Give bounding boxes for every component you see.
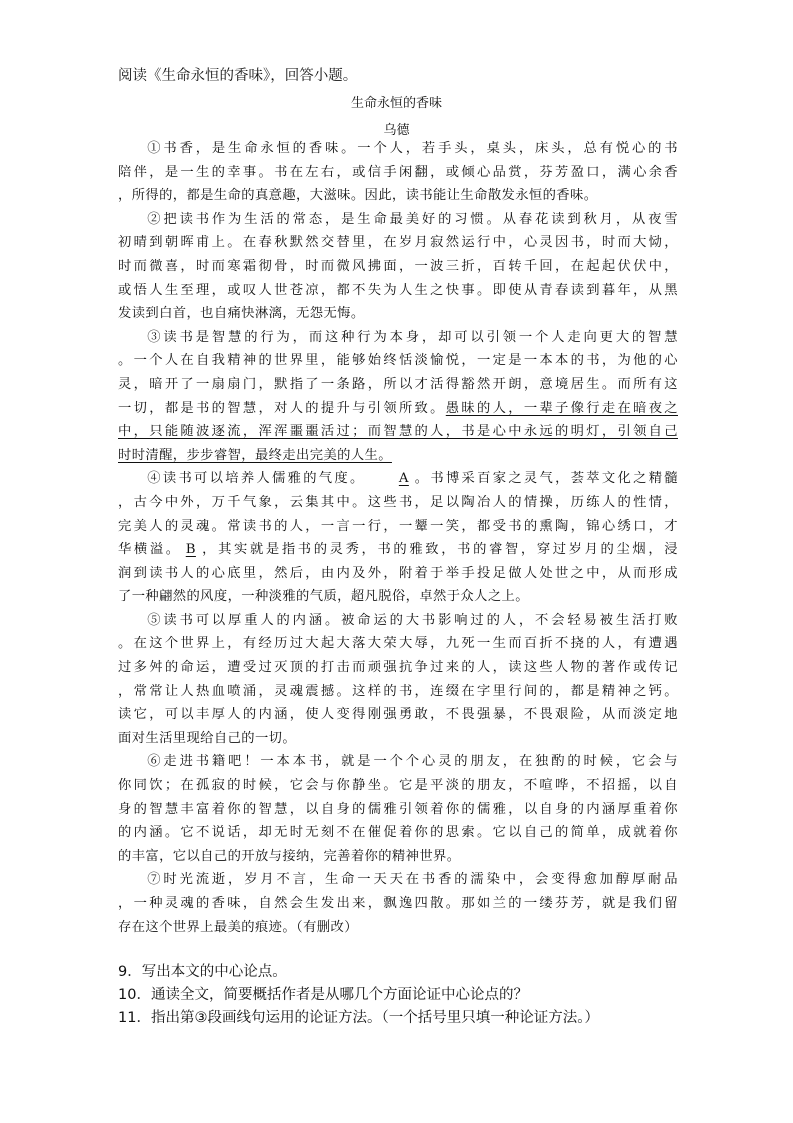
paragraph-line-text: 。书博采百家之灵气，荟萃文化之精髓 — [412, 471, 678, 487]
paragraph-line: 面对生活里现给自己的一切。 — [118, 730, 297, 746]
article-title: 生命永恒的香味 — [350, 96, 442, 111]
paragraph-line: 。一个人在自我精神的世界里，能够始终恬淡愉悦，一定是一本本的书，为他的心 — [118, 353, 678, 369]
paragraph-line: 身的智慧丰富着你的智慧，以自身的儒雅引领着你的儒雅，以自身的内涵厚重着你 — [118, 801, 678, 817]
paragraph-line: 完美人的灵魂。常读书的人，一言一行，一颦一笑，都受书的熏陶，锦心绣口，才 — [118, 518, 678, 534]
paragraph-line: 存在这个世界上最美的痕迹。（有删改） — [118, 919, 358, 935]
paragraph-5 — [118, 609, 678, 751]
paragraph-line: 了一种翩然的风度，一种淡雅的气质，超凡脱俗，卓然于众人之上。 — [118, 589, 529, 605]
paragraph-line: 或悟人生至理，或叹人世苍凉，都不失为人生之快事。即使从青春读到暮年，从黑 — [118, 282, 678, 298]
paragraph-line: 灵，暗开了一扇扇门，默指了一条路，所以才活得豁然开朗，意境居生。而所有这 — [118, 376, 678, 392]
paragraph-4 — [118, 467, 678, 609]
paragraph-line: 的丰富，它以自己的开放与接纳，完善着你的精神世界。 — [118, 848, 461, 864]
paragraph-line-text: ，其实就是指书的灵秀，书的雅致，书的睿智，穿过岁月的尘烟，浸 — [199, 542, 678, 558]
article-body — [118, 137, 678, 939]
paragraph-line: ⑦时光流逝，岁月不言，生命一天天在书香的濡染中，会变得愈加醇厚耐品 — [147, 872, 678, 888]
question-10: 10．通读全文，简要概括作者是从哪几个方面论证中心论点的？ — [118, 987, 528, 1003]
paragraph-line: 陪伴，是一生的幸事。书在左右，或信手闲翻，或倾心品赏，芬芳盈口，满心余香 — [118, 164, 678, 180]
paragraph-line: ⑤读书可以厚重人的内涵。被命运的大书影响过的人，不会轻易被生活打败 — [147, 612, 678, 628]
paragraph-line: ③读书是智慧的行为，而这种行为本身，却可以引领一个人走向更大的智慧 — [147, 329, 678, 345]
underlined-sentence: 愚昧的人，一辈子像行走在暗夜之 — [445, 400, 678, 416]
paragraph-7 — [118, 868, 678, 939]
paragraph-line-mixed — [118, 538, 678, 562]
paragraph-line: ，所得的，都是生命的真意趣，大滋味。因此，读书能让生命散发永恒的香味。 — [118, 188, 598, 204]
paragraph-line-text: 一切，都是书的智慧，对人的提升与引领所致。 — [118, 400, 446, 416]
paragraph-6 — [118, 750, 678, 868]
paragraph-line: 读它，可以丰厚人的内涵，使人变得刚强勇敢，不畏强暴，不畏艰险，从而淡定地 — [118, 707, 678, 723]
paragraph-line-text: 华横溢。 — [118, 542, 182, 558]
article-author: 乌德 — [383, 123, 410, 138]
question-9: 9．写出本文的中心论点。 — [118, 964, 287, 980]
paragraph-line: ，一种灵魂的香味，自然会生发出来，飘逸四散。那如兰的一缕芬芳，就是我们留 — [118, 896, 678, 911]
paragraph-3 — [118, 326, 678, 468]
question-11: 11．指出第③段画线句运用的论证方法。（一个括号里只填一种论证方法。） — [118, 1010, 599, 1026]
paragraph-line-mixed — [118, 467, 678, 491]
paragraph-line: ②把读书作为生活的常态，是生命最美好的习惯。从春花读到秋月，从夜雪 — [147, 211, 678, 227]
paragraph-line: 发读到白首，也自痛快淋漓，无怨无悔。 — [118, 306, 365, 322]
paragraph-line-mixed — [118, 397, 678, 421]
paragraph-line: 初晴到朝晖甫上。在春秋默然交替里，在岁月寂然运行中，心灵因书，时而大恸， — [118, 235, 678, 251]
paragraph-2 — [118, 208, 678, 326]
paragraph-line: 润到读书人的心底里，然后，由内及外，附着于举手投足做人处世之中，从而形成 — [118, 565, 678, 581]
blank-b: B — [185, 542, 196, 558]
paragraph-line: ，常常让人热血喷涌，灵魂震撼。这样的书，连缀在字里行间的，都是精神之钙。 — [118, 683, 678, 699]
paragraph-line: 你同饮；在孤寂的时候，它会与你静坐。它是平淡的朋友，不喧哗，不招摇，以自 — [118, 778, 678, 794]
paragraph-line: 过多舛的命运，遭受过灭顶的打击而顽强抗争过来的人，读这些人物的著作或传记 — [118, 660, 678, 676]
underlined-line-wrapper — [118, 444, 678, 468]
blank-a: A — [398, 471, 409, 487]
paragraph-line: 时而微喜，时而寒霜彻骨，时而微风拂面，一波三折，百转千回，在起起伏伏中， — [118, 258, 678, 274]
paragraph-line: ⑥走进书籍吧！一本本书，就是一个个心灵的朋友，在独酌的时候，它会与 — [147, 754, 678, 770]
paragraph-1 — [118, 137, 678, 208]
paragraph-line: ①书香，是生命永恒的香味。一个人，若手头，桌头，床头，总有悦心的书 — [147, 141, 678, 156]
paragraph-line: ，古今中外，万千气象，云集其中。这些书，足以陶冶人的情操，历练人的性情， — [118, 494, 678, 510]
reading-instruction: 阅读《生命永恒的香味》，回答小题。 — [118, 68, 358, 84]
underlined-sentence: 时时清醒，步步睿智，最终走出完美的人生。 — [118, 447, 392, 463]
paragraph-line: 。在这个世界上，有经历过大起大落大荣大辱，九死一生而百折不挠的人，有遭遇 — [118, 636, 678, 652]
question-list — [118, 961, 599, 1030]
underlined-sentence: 中，只能随波逐流，浑浑噩噩活过；而智慧的人，书是心中永远的明灯，引领自己 — [118, 424, 678, 440]
paragraph-line: 的内涵。它不说话，却无时无刻不在催促着你的思索。它以自己的简单，成就着你 — [118, 825, 678, 841]
paragraph-line-text: ④读书可以培养人儒雅的气度。 — [147, 471, 366, 487]
